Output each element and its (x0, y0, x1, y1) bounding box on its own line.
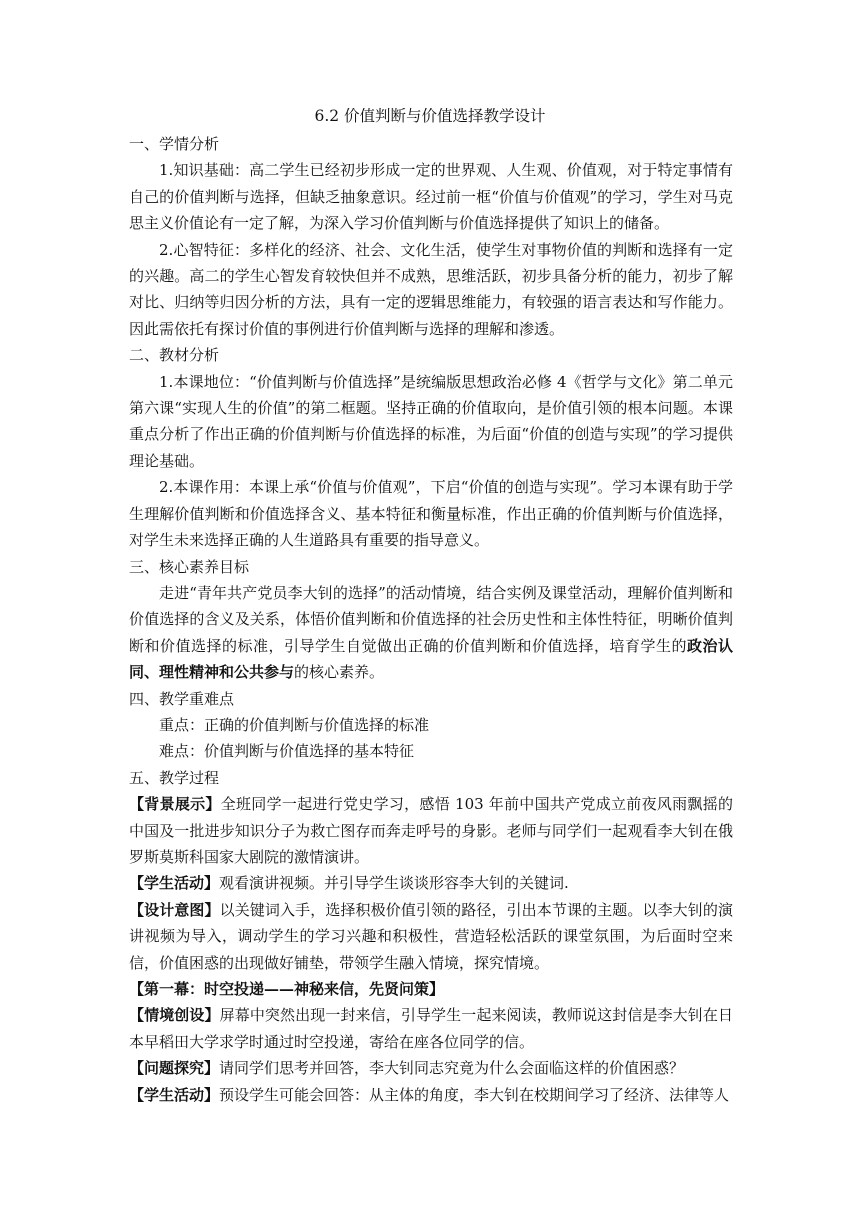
paragraph-lesson-function: 2.本课作用：本课上承“价值与价值观”，下启“价值的创造与实现”。学习本课有助于学生理解价值判断和价值选择含义、基本特征和衡量标准，作出正确的价值判断与价值选择，对学生未来选择正确的人生道路具有重要的指导意义。 (129, 478, 733, 550)
section-heading-key-difficult-points: 四、教学重难点 (129, 689, 235, 708)
goal-text-end: 的核心素养。 (294, 663, 385, 682)
process-label: 【设计意图】 (129, 900, 220, 919)
process-text: 全班同学一起进行党史学习，感悟 103 年前中国共产党成立前夜风雨飘摇的中国及一批进步知识分子为救亡图存而奔走呼号的身影。老师与同学们一起观看李大钊在俄罗斯莫斯科国家大剧院的激情演讲。 (129, 795, 733, 866)
goal-bold-literacy: 政治认同、理性精神和公共参与 (129, 636, 733, 682)
process-text: 请同学们思考并回答，李大钊同志究竟为什么会面临这样的价值困惑？ (219, 1059, 685, 1078)
process-item-background (129, 791, 733, 870)
process-label: 【背景展示】 (129, 795, 221, 814)
section-heading-textbook-analysis: 二、教材分析 (129, 346, 220, 365)
paragraph-knowledge-base: 1.知识基础：高二学生已经初步形成一定的世界观、人生观、价值观，对于特定事情有自己的价值判断与选择，但缺乏抽象意识。经过前一框“价值与价值观”的学习，学生对马克思主义价值论有一定了解，为深入学习价值判断与价值选择提供了知识上的储备。 (129, 161, 733, 233)
process-item-student-activity-2 (129, 1082, 733, 1108)
process-item-student-activity (129, 870, 733, 896)
paragraph-lesson-position: 1.本课地位：“价值判断与价值选择”是统编版思想政治必修 4《哲学与文化》第二单元第六课“实现人生的价值”的第二框题。坚持正确的价值取向，是价值引领的根本问题。本课重点分析了作出正确的价值判断与价值选择的标准，为后面“价值的创造与实现”的学习提供理论基础。 (129, 372, 733, 470)
section-heading-learner-analysis: 一、学情分析 (129, 135, 220, 153)
goal-text: 走进“青年共产党员李大钊的选择”的活动情境，结合实例及课堂活动，理解价值判断和价值选择的含义及关系，体悟价值判断和价值选择的社会历史性和主体性特征，明晰价值判断和价值选择的标准，引导学生自觉做出正确的价值判断和价值选择，培育学生的 (129, 583, 733, 655)
difficult-point: 难点：价值判断与价值选择的基本特征 (159, 742, 415, 761)
process-text: 观看演讲视频。并引导学生谈谈形容李大钊的关键词. (219, 874, 569, 893)
process-label: 【情境创设】 (129, 1006, 220, 1025)
process-text: 以关键词入手，选择积极价值引领的路径，引出本节课的主题。以李大钊的演讲视频为导入，调动学生的学习兴趣和积极性，营造轻松活跃的课堂氛围，为后面时空来信，价值困惑的出现做好铺垫，带领学生融入情境，探究情境。 (129, 900, 733, 972)
process-text: 屏幕中突然出现一封来信，引导学生一起来阅读，教师说这封信是李大钊在日本早稻田大学求学时通过时空投递，寄给在座各位同学的信。 (129, 1006, 733, 1051)
process-label: 【问题探究】 (129, 1059, 220, 1078)
process-item-act-one (129, 976, 733, 1002)
paragraph-mental-traits: 2.心智特征：多样化的经济、社会、文化生活，使学生对事物价值的判断和选择有一定的兴趣。高二的学生心智发育较快但并不成熟，思维活跃，初步具备分析的能力，初步了解对比、归纳等归因分析的方法，具有一定的逻辑思维能力，有较强的语言表达和写作能力。因此需依托有探讨价值的事例进行价值判断与选择的理解和渗透。 (129, 240, 733, 338)
process-label: 【第一幕：时空投递——神秘来信，先贤问策】 (129, 980, 445, 998)
process-label: 【学生活动】 (129, 874, 220, 893)
key-point: 重点：正确的价值判断与价值选择的标准 (159, 715, 430, 734)
document-body (129, 131, 733, 1108)
paragraph-core-literacy-goal (129, 580, 733, 686)
process-item-inquiry (129, 1055, 733, 1081)
process-item-scenario (129, 1002, 733, 1055)
section-heading-core-literacy: 三、核心素养目标 (129, 557, 250, 576)
process-label: 【学生活动】 (129, 1085, 220, 1104)
document-title: 6.2 价值判断与价值选择教学设计 (314, 107, 546, 125)
section-heading-teaching-process: 五、教学过程 (129, 768, 220, 787)
process-text: 预设学生可能会回答：从主体的角度，李大钊在校期间学习了经济、法律等人 (219, 1085, 730, 1104)
process-item-design-intent (129, 897, 733, 976)
